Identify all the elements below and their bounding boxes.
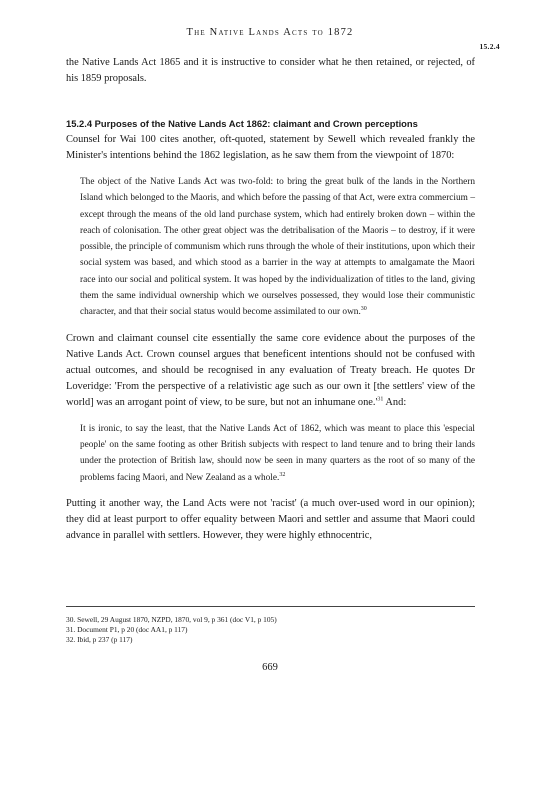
- page-number: 669: [262, 662, 278, 673]
- paragraph-counsel: Counsel for Wai 100 cites another, oft-quoted, statement by Sewell which revealed frankly the Minister's intentions behind the 1862 legislation, as he saw them from the viewpoint of 1870:: [66, 134, 475, 161]
- footnote-31: 31. Document P1, p 20 (doc AA1, p 117): [66, 625, 188, 635]
- block-quote-loveridge: [80, 421, 475, 486]
- section-heading: 15.2.4 Purposes of the Native Lands Act 1862: claimant and Crown perceptions: [66, 118, 418, 129]
- footnote-ref-30: 30: [360, 306, 367, 313]
- footnote-32: 32. Ibid, p 237 (p 117): [66, 635, 133, 645]
- paragraph-text: Crown and claimant counsel cite essentially the same core evidence about the purposes of the Native Lands Act. Crown counsel argues that beneficent intentions should not be confused with actual outcomes, and should be recognised in any evaluation of Treaty breach. He quotes Dr Loveridge: 'From the perspective of a relativistic age such as our own it [the settlers' view of the world] was an arrogant point of view, to be sure, but not an inhumane one.': [66, 332, 475, 408]
- body-text: [66, 55, 475, 544]
- footnote-ref-32: 32: [279, 471, 286, 478]
- footnote-ref-31: 31: [377, 396, 384, 403]
- footnote-30: 30. Sewell, 29 August 1870, NZPD, 1870, vol 9, p 361 (doc V1, p 105): [66, 615, 277, 624]
- paragraph-land-acts: Putting it another way, the Land Acts were not 'racist' (a much over-used word in our opinion); they did at least purport to offer equality between Maori and settler and assume that Maori could advance in parallel with settlers. However, they were highly ethnocentric,: [66, 497, 475, 541]
- quote-text: It is ironic, to say the least, that the Native Lands Act of 1862, which was meant to place this 'especial people' on the same footing as other British subjects with respect to land tenure and to bring their lands under the protection of British law, should now be seen in many quarters as the root of so many of the problems facing Maori, and New Zealand as a whole.: [80, 423, 475, 483]
- paragraph-tail: And:: [383, 396, 407, 408]
- footnotes: [66, 606, 475, 646]
- block-quote-sewell: [80, 174, 475, 321]
- paragraph-crown-claimant: [66, 331, 475, 411]
- paragraph-continued: the Native Lands Act 1865 and it is instructive to consider what he then retained, or rejected, of his 1859 proposals.: [66, 57, 475, 84]
- section-number-tag: 15.2.4: [479, 42, 500, 51]
- quote-text: The object of the Native Lands Act was two-fold: to bring the great bulk of the lands in the Northern Island which belonged to the Maoris, and which before the passing of that Act, were extra commercium – except through the means of the old land purchase system, which had entirely broken down – within the reach of colonisation. The other great object was the detribalisation of the Maoris – to destroy, if it were possible, the principle of communism which runs through the whole of their institutions, upon which their social system was based, and which stood as a barrier in the way at attempts to amalgamate the Maori race into our social and political system. It was hoped by the individualization of titles to the land, giving them the same individual ownership which we ourselves possessed, they would lose their communistic character, and that their social status would become assimilated to our own.: [80, 177, 475, 318]
- running-head: The Native Lands Acts to 1872: [186, 27, 354, 38]
